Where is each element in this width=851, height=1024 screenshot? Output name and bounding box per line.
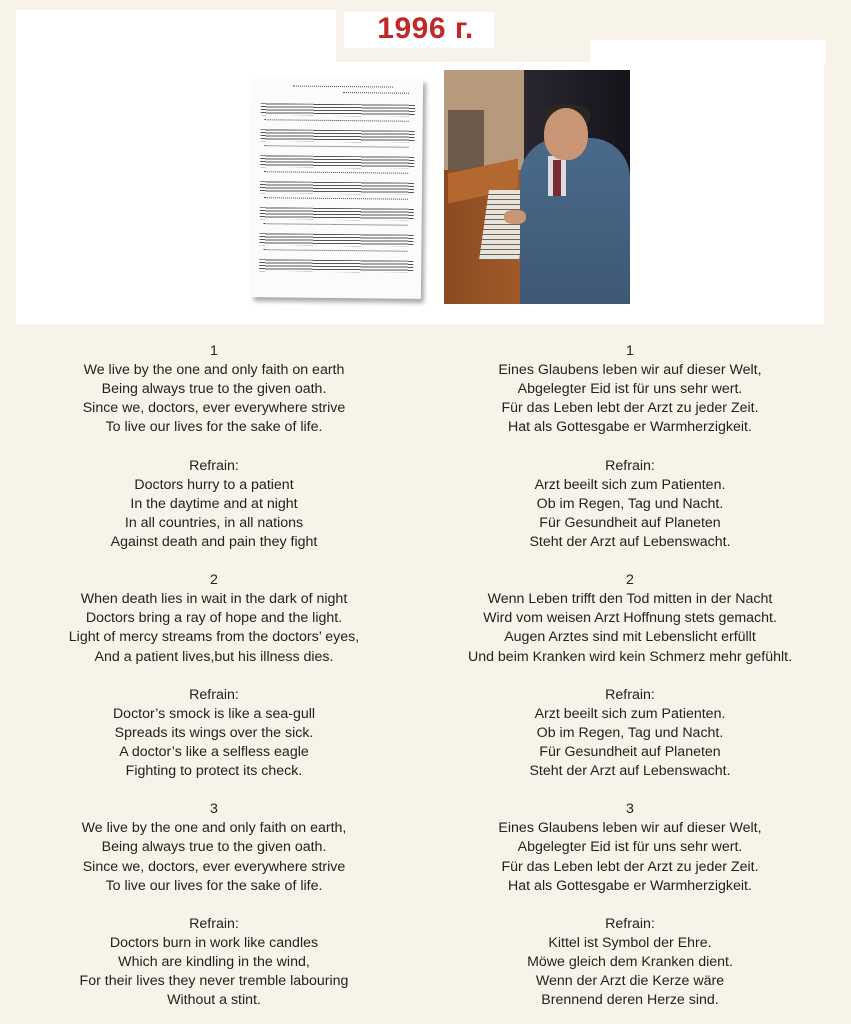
refrain-3 [440, 915, 820, 1010]
staff-line [259, 233, 413, 247]
pianist-head [544, 108, 588, 160]
lyric-line: Für das Leben lebt der Arzt zu jeder Zeit. [501, 858, 759, 875]
lyric-line: When death lies in wait in the dark of night [80, 591, 348, 608]
lyric-line: Brennend deren Herze sind. [541, 992, 719, 1009]
lyric-line: We live by the one and only faith on earth [83, 362, 345, 379]
lyric-line: We live by the one and only faith on earth, [81, 820, 347, 837]
refrain-label: Refrain: [605, 686, 655, 703]
lyric-scrawl [264, 197, 408, 202]
refrain-1 [440, 457, 820, 552]
lyric-line: Which are kindling in the wind, [118, 954, 310, 970]
refrain-2 [440, 686, 820, 781]
lyric-line: A doctor’s like a selfless eagle [119, 743, 309, 760]
lyric-line: Kittel ist Symbol der Ehre. [548, 934, 712, 951]
lyric-line: Spreads its wings over the sick. [114, 724, 314, 741]
lyric-line: Für das Leben lebt der Arzt zu jeder Zeit. [501, 400, 759, 417]
lyric-line: Steht der Arzt auf Lebenswacht. [529, 763, 731, 780]
lyric-line: Since we, doctors, ever everywhere strive [82, 858, 346, 875]
lyric-line: Arzt beeilt sich zum Patienten. [534, 476, 726, 493]
refrain-label: Refrain: [189, 915, 239, 932]
lyric-scrawl [265, 119, 409, 124]
refrain-label: Refrain: [189, 686, 239, 703]
lyric-line: Hat als Gottesgabe er Warmherzigkeit. [508, 877, 752, 894]
lyric-line: Wenn der Arzt die Kerze wäre [535, 973, 725, 990]
pianist-tie [553, 160, 561, 196]
lyric-scrawl [263, 249, 407, 254]
white-panel-right [634, 62, 824, 324]
staff-line [259, 259, 413, 273]
pianist-hand [504, 210, 526, 224]
lyric-line: Steht der Arzt auf Lebenswacht. [529, 533, 731, 550]
refrain-3 [24, 915, 404, 1010]
lyric-line: Doctors burn in work like candles [109, 934, 319, 951]
lyric-scrawl [264, 223, 408, 228]
sheet-music-image [251, 77, 423, 299]
german-lyrics [440, 342, 820, 1010]
lyric-line: Hat als Gottesgabe er Warmherzigkeit. [508, 419, 752, 436]
lyric-line: Wenn Leben trifft den Tod mitten in der Nacht [487, 591, 773, 608]
lyric-line: Since we, doctors, ever everywhere strive [82, 400, 346, 417]
lyric-line: In the daytime and at night [130, 495, 298, 512]
lyric-line: And a patient lives,but his illness dies. [94, 648, 334, 665]
lyric-line: To live our lives for the sake of life. [105, 419, 323, 436]
verse-number: 3 [210, 801, 218, 818]
lyric-line: Light of mercy streams from the doctors’ eyes, [68, 629, 360, 646]
sheet-author-scrawl [343, 92, 409, 96]
staff-line [260, 155, 414, 169]
lyric-line: Being always true to the given oath. [101, 381, 327, 398]
lyric-line: Möwe gleich dem Kranken dient. [527, 954, 733, 970]
sheet-title-scrawl [293, 86, 393, 90]
lyric-line: Ob im Regen, Tag und Nacht. [536, 495, 724, 512]
lyric-line: Arzt beeilt sich zum Patienten. [534, 705, 726, 722]
pianist-figure [520, 138, 630, 304]
verse-number: 2 [626, 572, 634, 589]
lyric-line: Und beim Kranken wird kein Schmerz mehr gefühlt. [467, 648, 793, 665]
verse-number: 3 [626, 801, 634, 818]
lyric-line: For their lives they never tremble labouring [79, 973, 349, 990]
verse-3 [440, 800, 820, 895]
lyric-line: Fighting to protect its check. [125, 763, 303, 780]
lyric-line: Eines Glaubens leben wir auf dieser Welt, [498, 820, 762, 837]
lyric-line: Eines Glaubens leben wir auf dieser Welt, [498, 362, 762, 379]
lyric-line: Augen Arztes sind mit Lebenslicht erfüllt [504, 629, 756, 646]
white-panel-left [16, 62, 238, 324]
refrain-label: Refrain: [189, 457, 239, 474]
lyric-line: Doctors hurry to a patient [134, 476, 294, 493]
lyric-line: Für Gesundheit auf Planeten [539, 514, 721, 531]
staff-line [260, 207, 414, 221]
verse-1 [440, 342, 820, 437]
verse-3 [24, 800, 404, 895]
staff-line [260, 129, 414, 143]
lyric-scrawl [264, 145, 408, 150]
verse-2 [24, 571, 404, 666]
refrain-2 [24, 686, 404, 781]
year-title: 1996 г. [377, 12, 474, 45]
lyric-line: Against death and pain they fight [110, 533, 318, 550]
staff-line [260, 181, 414, 195]
verse-number: 2 [210, 572, 218, 589]
refrain-label: Refrain: [605, 457, 655, 474]
verse-1 [24, 342, 404, 437]
pianist-photo [444, 70, 630, 304]
lyric-line: Abgelegter Eid ist für uns sehr wert. [517, 839, 743, 856]
verse-2 [440, 571, 820, 666]
lyric-line: Without a stint. [167, 992, 261, 1009]
lyric-line: Doctors bring a ray of hope and the light. [85, 610, 343, 627]
lyric-line: Being always true to the given oath. [101, 839, 327, 856]
lyric-line: Abgelegter Eid ist für uns sehr wert. [517, 381, 743, 398]
english-lyrics [24, 342, 404, 1010]
refrain-1 [24, 457, 404, 552]
refrain-label: Refrain: [605, 915, 655, 932]
lyric-line: In all countries, in all nations [124, 514, 304, 531]
lyric-line: Ob im Regen, Tag und Nacht. [536, 724, 724, 741]
lyric-line: Doctor’s smock is like a sea-gull [112, 705, 316, 722]
lyric-line: To live our lives for the sake of life. [105, 877, 323, 894]
lyric-line: Für Gesundheit auf Planeten [539, 743, 721, 760]
lyric-line: Wird vom weisen Arzt Hoffnung stets gemacht. [483, 610, 777, 627]
lyric-scrawl [264, 171, 408, 176]
verse-number: 1 [626, 343, 634, 359]
staff-line [261, 103, 415, 117]
verse-number: 1 [210, 343, 218, 359]
